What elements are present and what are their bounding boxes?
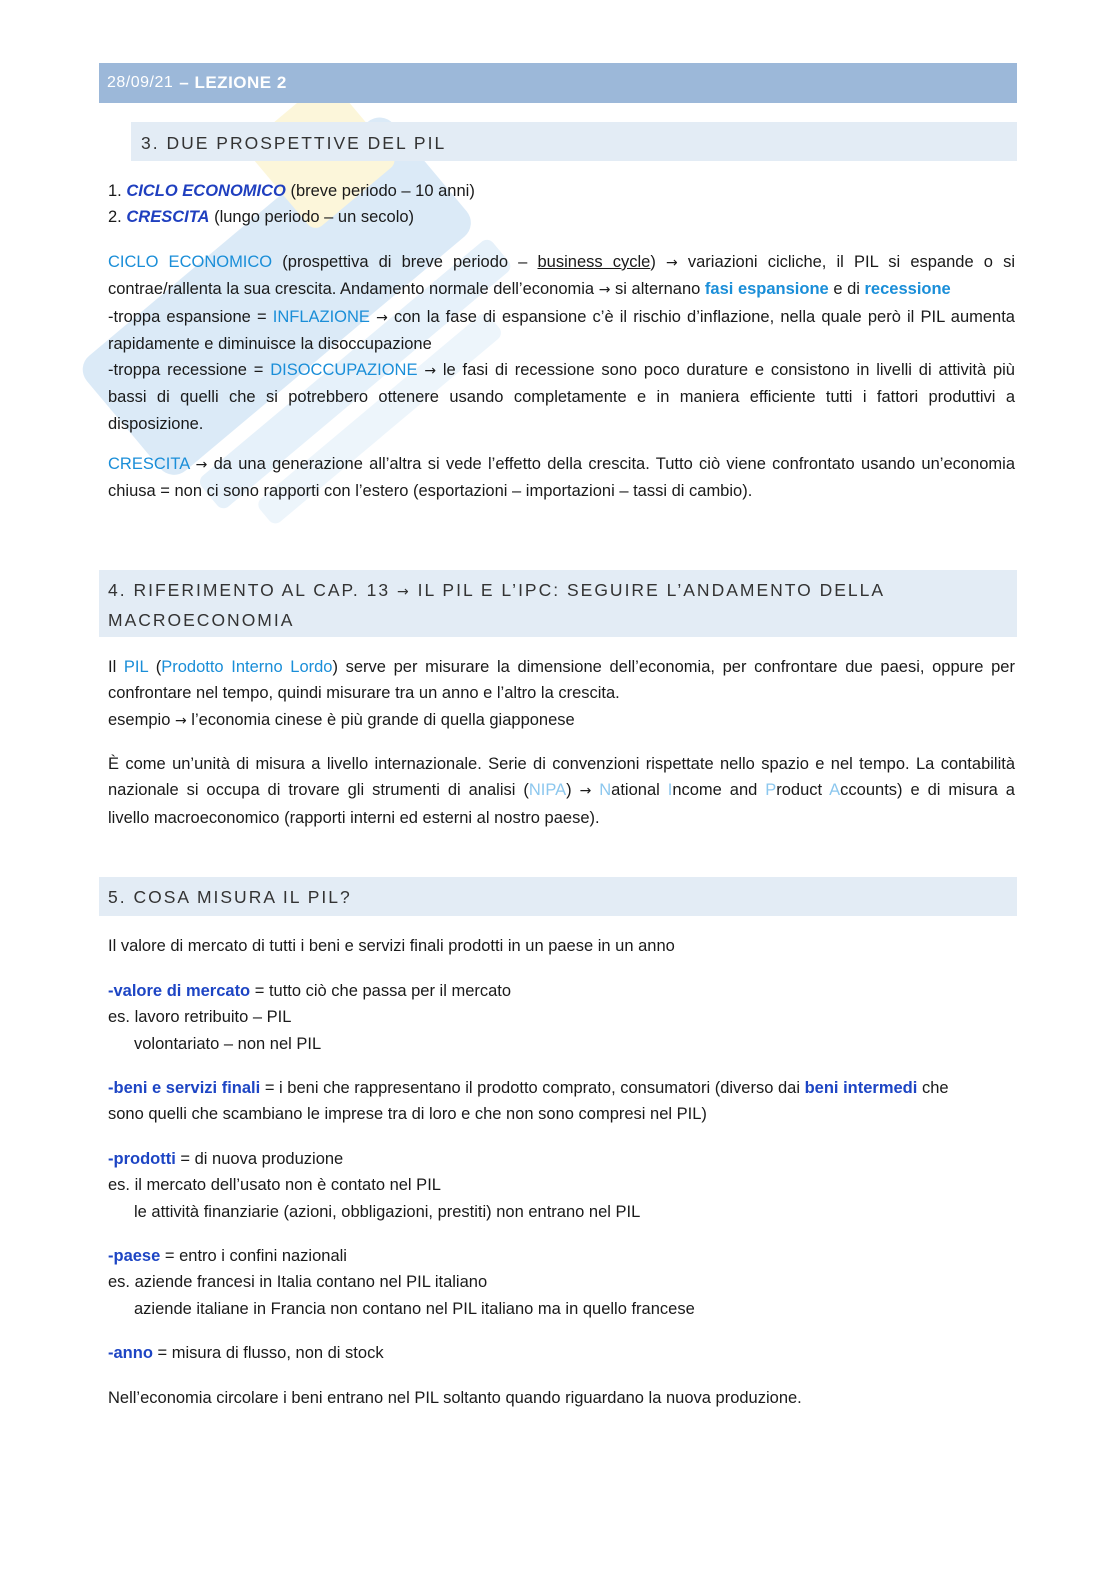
term-beni-intermedi: beni intermedi [804, 1079, 918, 1097]
acronym-letter: A [829, 781, 841, 800]
dash: - [108, 1079, 114, 1097]
section-4-heading [99, 570, 1017, 637]
text-line [108, 654, 1015, 680]
text-fragment: ( [148, 658, 162, 676]
text-line [108, 1243, 1015, 1269]
text-fragment: variazioni cicliche, il PIL si espande o si [677, 253, 1015, 271]
heading-line [108, 576, 1008, 606]
item-beni-servizi-finali [108, 1075, 1015, 1128]
text-line [108, 249, 1015, 276]
list-number: 2. [108, 208, 127, 227]
arrow-right-icon: → [376, 309, 388, 326]
text-fragment: nazionale si occupa di trovare gli strumenti di analisi ( [108, 781, 529, 800]
section-5-heading: 5. COSA MISURA IL PIL? [99, 877, 1017, 916]
text-fragment: che [917, 1079, 949, 1097]
text-fragment: -troppa recessione = [108, 361, 271, 380]
lesson-title: – LEZIONE 2 [179, 73, 287, 92]
text-line: Nell’economia circolare i beni entrano nel PIL soltanto quando riguardano la nuova produzione. [108, 1389, 802, 1407]
text-fragment: con la fase di espansione c’è il rischio d’inflazione, nella quale però il PIL aumenta [387, 307, 1015, 326]
term-paese: paese [113, 1247, 161, 1265]
term-prodotto-interno-lordo: Prodotto Interno Lordo [161, 658, 333, 676]
item-prodotti [108, 1146, 1015, 1225]
text-fragment: l’economia cinese è più grande di quella giapponese [186, 710, 575, 729]
text-fragment: ccounts) e di misura a [840, 781, 1015, 800]
section-3-list [108, 178, 1015, 231]
paragraph-definition [108, 933, 1015, 959]
text-fragment: = di nuova produzione [175, 1150, 344, 1168]
list-number: 1. [108, 182, 127, 200]
text-line [108, 1340, 1015, 1366]
item-valore-di-mercato [108, 978, 1015, 1057]
term-pil: PIL [123, 658, 149, 676]
text-line: es. aziende francesi in Italia contano nel PIL italiano [108, 1273, 488, 1292]
lesson-header [99, 63, 1017, 103]
text-fragment: ncome and [672, 781, 766, 800]
dash: - [108, 1150, 114, 1168]
text-line [108, 1146, 1015, 1172]
paragraph-ciclo [108, 249, 1015, 437]
dash: - [108, 1247, 114, 1265]
paragraph-crescita [108, 451, 1015, 505]
text-fragment: da una generazione all’altra si vede l’effetto della crescita. Tutto ciò viene confrontato usando un’economia [207, 455, 1015, 473]
arrow-right-icon: → [424, 363, 437, 380]
text-fragment: contrae/rallenta la sua crescita. Andamento normale dell’economia [108, 280, 599, 299]
text-line: livello macroeconomico (rapporti interni ed esterni al nostro paese). [108, 808, 600, 827]
term-valore-di-mercato: valore di mercato [113, 982, 251, 1000]
paragraph-closing [108, 1385, 1015, 1411]
list-text: (breve periodo – 10 anni) [285, 182, 475, 200]
term-fasi-espansione: fasi espansione [704, 280, 829, 299]
list-term: CRESCITA [126, 208, 210, 227]
text-line [108, 451, 1015, 478]
term-beni-servizi-finali: beni e servizi finali [113, 1079, 261, 1097]
text-fragment: -troppa espansione = [108, 307, 273, 326]
text-line [108, 304, 1015, 331]
dash: - [108, 982, 114, 1000]
acronym-letter: I [667, 781, 673, 800]
text-line: bassi di quelli che si potrebbero ottenere usando completamente e in maniera efficiente tutti i fattori produttivi a [108, 388, 1015, 407]
term-recessione: recessione [864, 280, 951, 299]
text-line: nazionale si occupa di trovare gli strumenti di analisi (NIPA) → National Income and Product Accounts) e di misura a [108, 781, 1015, 800]
text-line [108, 978, 1015, 1004]
text-line: aziende italiane in Francia non contano nel PIL italiano ma in quello francese [134, 1299, 695, 1318]
list-text: (lungo periodo – un secolo) [209, 208, 415, 227]
item-paese [108, 1243, 1015, 1322]
text-fragment: = misura di flusso, non di stock [152, 1344, 384, 1362]
text-line: confrontare nel tempo, quindi misurare tra un anno e l’altro la crescita. [108, 684, 620, 703]
text-fragment: Il [108, 658, 124, 676]
arrow-right-icon: → [598, 282, 611, 299]
term-anno: anno [113, 1344, 153, 1362]
lesson-date: 28/09/21 [107, 74, 174, 91]
heading-line: MACROECONOMIA [108, 610, 295, 630]
arrow-right-icon: → [174, 712, 187, 729]
text-fragment: ) [650, 253, 666, 271]
text-fragment: (prospettiva di breve periodo – [272, 253, 538, 271]
acronym-letter: P [765, 781, 777, 800]
text-line: le attività finanziarie (azioni, obbligazioni, prestiti) non entrano nel PIL [134, 1202, 641, 1221]
term-nipa: NIPA [528, 781, 567, 800]
text-fragment: = entro i confini nazionali [160, 1247, 347, 1265]
text-line [108, 707, 1015, 734]
text-line: Il valore di mercato di tutti i beni e servizi finali prodotti in un paese in un anno [108, 937, 675, 955]
text-line: es. il mercato dell’usato non è contato nel PIL [108, 1176, 441, 1195]
text-line: sono quelli che scambiano le imprese tra di loro e che non sono compresi nel PIL) [108, 1105, 707, 1124]
text-line: es. lavoro retribuito – PIL [108, 1008, 292, 1027]
text-line: rapidamente e diminuisce la disoccupazione [108, 334, 432, 353]
term-ciclo: CICLO ECONOMICO [108, 253, 273, 271]
list-item [108, 204, 1015, 230]
list-term: CICLO ECONOMICO [126, 182, 286, 200]
text-fragment: ational [611, 781, 668, 800]
heading-fragment: IL PIL E L’IPC: SEGUIRE L’ANDAMENTO DELLA [410, 580, 886, 600]
text-line [108, 357, 1015, 384]
paragraph-contabilita [108, 751, 1015, 831]
text-fragment: roduct [776, 781, 830, 800]
term-crescita: CRESCITA [108, 455, 190, 473]
underlined-term: business cycle [537, 253, 651, 271]
text-fragment: ) serve per misurare la dimensione dell’economia, per confrontare due paesi, oppure per [332, 658, 1015, 676]
paragraph-pil [108, 654, 1015, 734]
dash: - [108, 1344, 114, 1362]
arrow-right-icon: → [397, 584, 411, 600]
arrow-right-icon: → [579, 783, 592, 800]
heading-fragment: 4. RIFERIMENTO AL CAP. 13 [108, 580, 397, 600]
arrow-right-icon: → [666, 255, 678, 271]
term-disoccupazione: DISOCCUPAZIONE [270, 361, 418, 380]
text-line: chiusa = non ci sono rapporti con l’estero (esportazioni – importazioni – tassi di cambio). [108, 482, 753, 501]
list-item [108, 178, 1015, 204]
arrow-right-icon: → [195, 457, 208, 473]
text-line: disposizione. [108, 414, 204, 433]
text-fragment: si alternano [610, 280, 705, 299]
section-3-heading: 3. DUE PROSPETTIVE DEL PIL [131, 122, 1017, 161]
text-line [108, 1075, 1015, 1101]
text-line: È come un’unità di misura a livello internazionale. Serie di convenzioni rispettate nello spazio e nel tempo. La contabilità [108, 755, 1015, 773]
text-fragment: esempio [108, 710, 175, 729]
text-line [108, 276, 1015, 303]
text-fragment: le fasi di recessione sono poco durature e consistono in livelli di attività più [436, 361, 1015, 380]
text-line: volontariato – non nel PIL [134, 1034, 322, 1053]
term-inflazione: INFLAZIONE [272, 307, 370, 326]
text-fragment: = i beni che rappresentano il prodotto comprato, consumatori (diverso dai [260, 1079, 805, 1097]
acronym-letter: N [599, 781, 612, 800]
term-prodotti: prodotti [113, 1150, 176, 1168]
text-fragment: = tutto ciò che passa per il mercato [250, 982, 512, 1000]
item-anno [108, 1340, 1015, 1366]
text-fragment: e di [828, 280, 865, 299]
